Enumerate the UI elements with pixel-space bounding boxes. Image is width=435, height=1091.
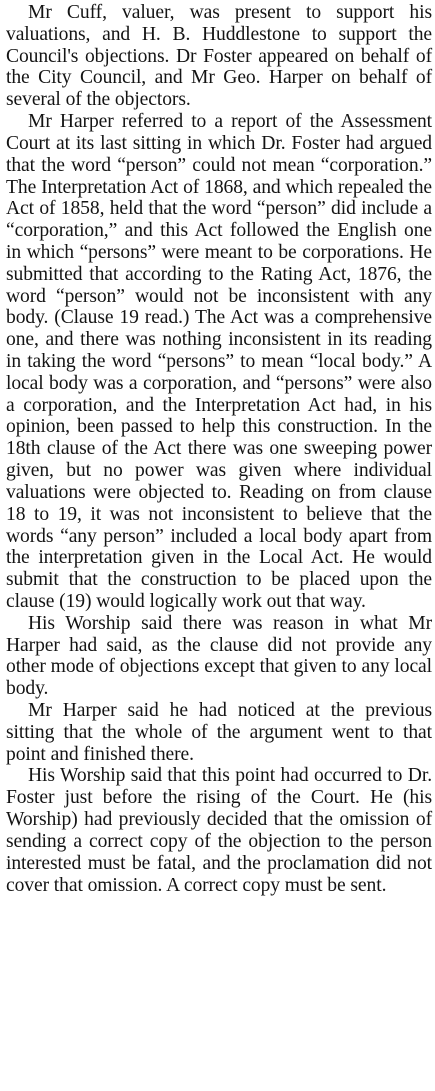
paragraph-cuff-valuations: Mr Cuff, valuer, was present to support his valuations, and H. B. Huddlestone to support the Council's objections. Dr Foster appeared on behalf of the City Council, and Mr Geo. Harper on behalf of several of the objectors. [6,2,432,111]
paragraph-worship-decision: His Worship said that this point had occurred to Dr. Foster just before the rising of the Court. He (his Worship) had previously decided that the omission of sending a correct copy of the objection to the person interested must be fatal, and the proclamation did not cover that omission. A correct copy must be sent. [6,765,432,896]
newspaper-column [6,2,432,1088]
paragraph-worship-reason: His Worship said there was reason in what Mr Harper had said, as the clause did not provide any other mode of objections except that given to any local body. [6,612,432,700]
paragraph-harper-previous-sitting: Mr Harper said he had noticed at the previous sitting that the whole of the argument went to that point and finished there. [6,700,432,765]
paragraph-harper-argument: Mr Harper referred to a report of the Assessment Court at its last sitting in which Dr. Foster had argued that the word “person” could not mean “corporation.” The Interpretation Act of 1868, and which repealed the Act of 1858, held that the word “person” did include a “corporation,” and this Act followed the English one in which “persons” were meant to be corporations. He submitted that according to the Rating Act, 1876, the word “person” would not be inconsistent with any body. (Clause 19 read.) The Act was a comprehensive one, and there was nothing inconsistent in its reading in taking the word “persons” to mean “local body.” A local body was a corporation, and “persons” were also a corporation, and the Interpretation Act had, in his opinion, been passed to help this construction. In the 18th clause of the Act there was one sweeping power given, but no power was given where individual valuations were objected to. Reading on from clause 18 to 19, it was not inconsistent to believe that the words “any person” included a local body apart from the interpretation given in the Local Act. He would submit that the construction to be placed upon the clause (19) would logically work out that way. [6,111,432,612]
